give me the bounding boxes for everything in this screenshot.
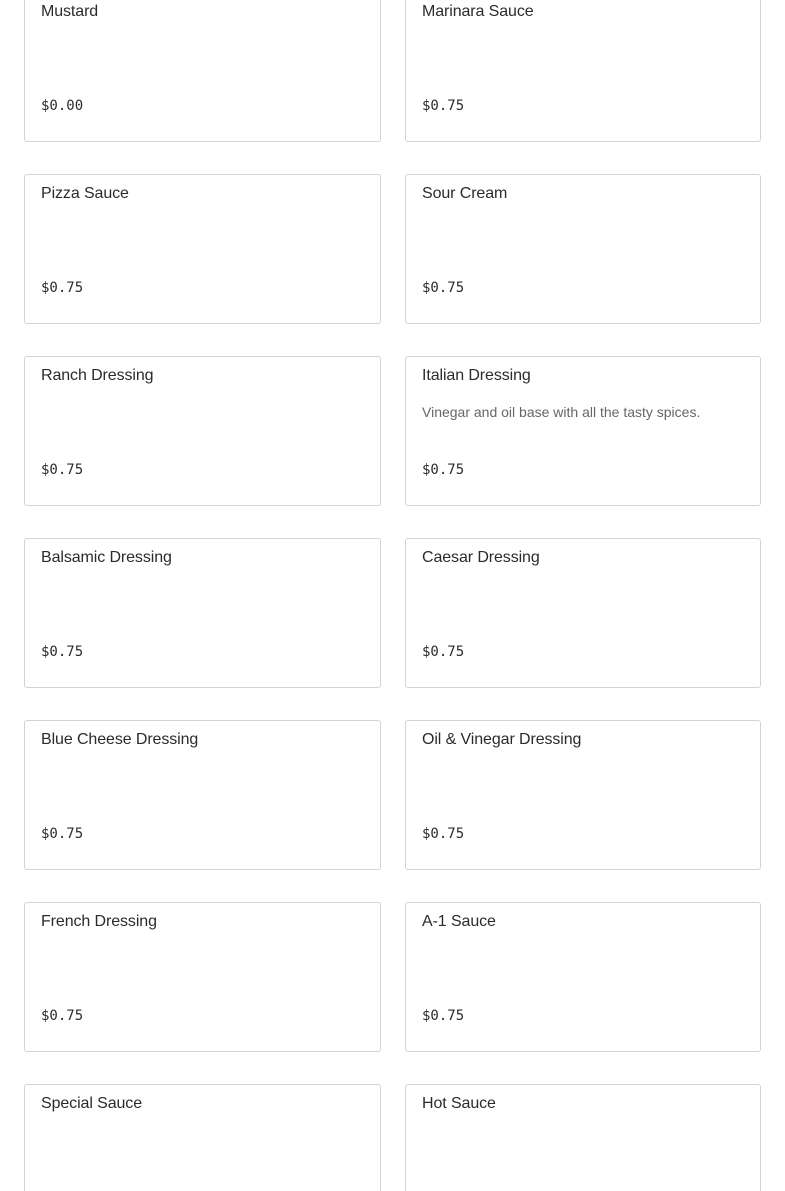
menu-item-name: Balsamic Dressing — [41, 549, 172, 566]
menu-item-name: Oil & Vinegar Dressing — [422, 731, 582, 748]
menu-item-card-sour-cream[interactable] — [405, 174, 761, 324]
menu-item-price: $0.00 — [41, 98, 84, 114]
menu-item-name: Special Sauce — [41, 1095, 142, 1112]
menu-item-card-special-sauce[interactable] — [24, 1084, 381, 1191]
menu-item-price: $0.75 — [41, 826, 84, 842]
menu-item-card-italian-dressing[interactable] — [405, 356, 761, 506]
menu-item-name: Pizza Sauce — [41, 185, 129, 202]
menu-item-price: $0.75 — [41, 462, 84, 478]
menu-item-name: Caesar Dressing — [422, 549, 540, 566]
menu-item-card-oil-vinegar-dressing[interactable] — [405, 720, 761, 870]
menu-item-price: $0.75 — [422, 462, 465, 478]
menu-item-name: Hot Sauce — [422, 1095, 496, 1112]
menu-item-card-marinara-sauce[interactable] — [405, 0, 761, 142]
menu-item-price: $0.75 — [41, 1008, 84, 1024]
menu-item-price: $0.75 — [422, 280, 465, 296]
menu-item-price: $0.75 — [41, 644, 84, 660]
menu-item-card-pizza-sauce[interactable] — [24, 174, 381, 324]
menu-item-name: Mustard — [41, 3, 99, 20]
menu-item-description: Vinegar and oil base with all the tasty spices. — [422, 404, 701, 420]
menu-item-price: $0.75 — [422, 98, 465, 114]
menu-item-name: Blue Cheese Dressing — [41, 731, 199, 748]
menu-item-card-caesar-dressing[interactable] — [405, 538, 761, 688]
menu-item-name: French Dressing — [41, 913, 157, 930]
menu-item-card-ranch-dressing[interactable] — [24, 356, 381, 506]
menu-item-name: Marinara Sauce — [422, 3, 534, 20]
menu-item-name: Sour Cream — [422, 185, 508, 202]
menu-item-price: $0.75 — [422, 644, 465, 660]
menu-item-card-blue-cheese-dressing[interactable] — [24, 720, 381, 870]
menu-item-price: $0.75 — [41, 280, 84, 296]
menu-item-name: Italian Dressing — [422, 367, 531, 384]
menu-item-price: $0.75 — [422, 826, 465, 842]
menu-item-name: A-1 Sauce — [422, 913, 496, 930]
menu-item-card-a1-sauce[interactable] — [405, 902, 761, 1052]
menu-item-name: Ranch Dressing — [41, 367, 154, 384]
menu-item-card-hot-sauce[interactable] — [405, 1084, 761, 1191]
menu-item-price: $0.75 — [422, 1008, 465, 1024]
menu-item-card-french-dressing[interactable] — [24, 902, 381, 1052]
menu-item-card-mustard[interactable] — [24, 0, 381, 142]
menu-item-card-balsamic-dressing[interactable] — [24, 538, 381, 688]
